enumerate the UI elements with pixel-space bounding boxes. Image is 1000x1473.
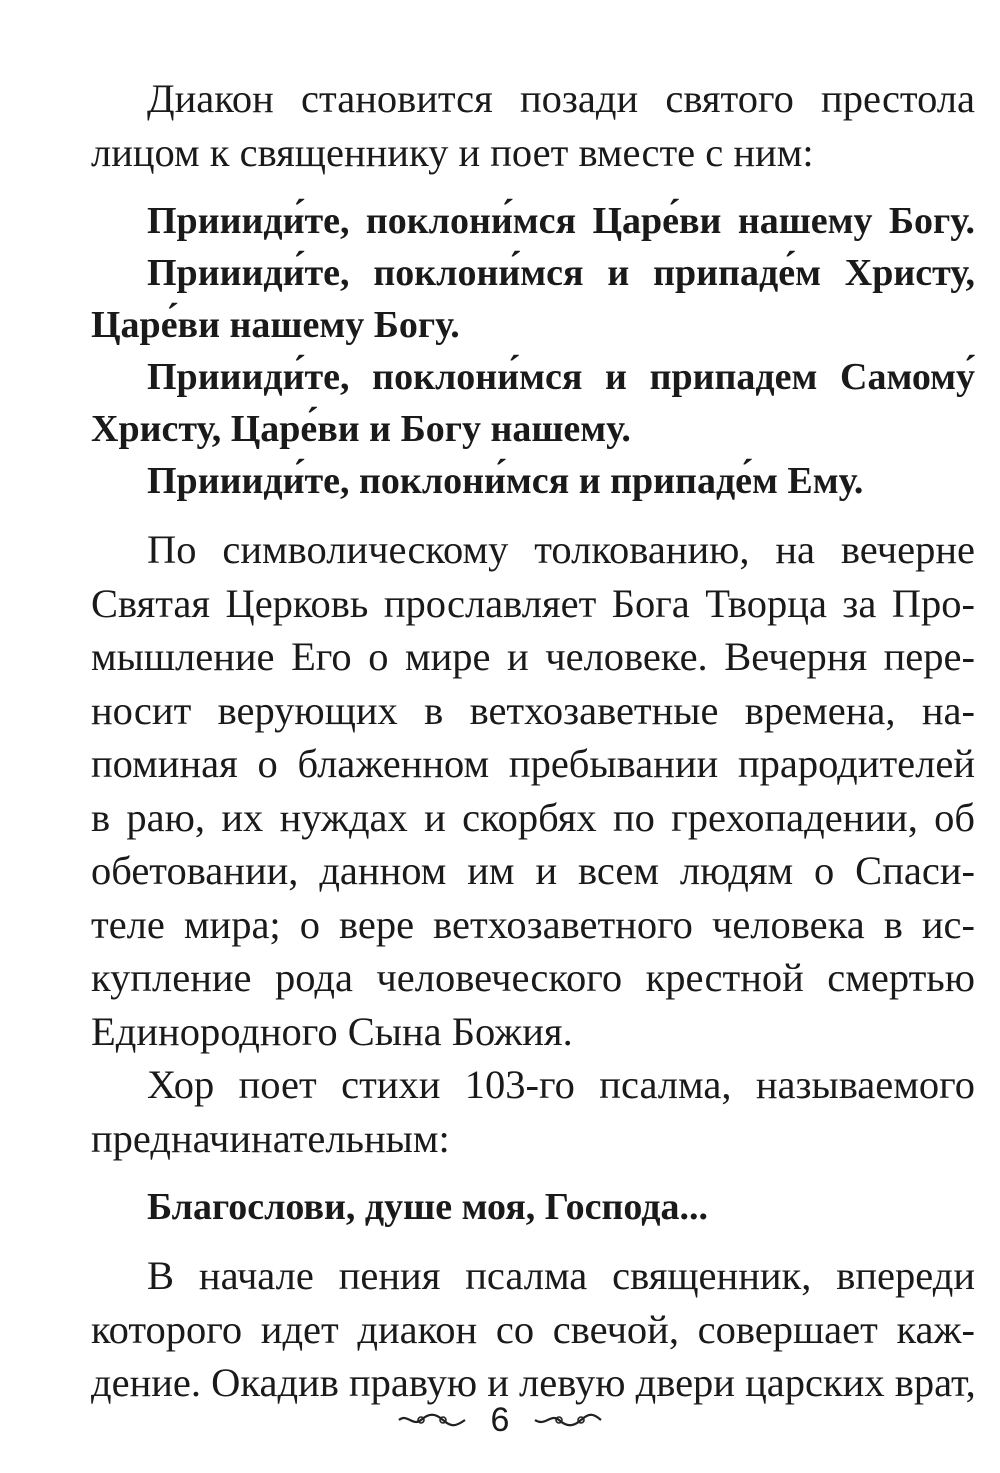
text-line: теле мира; о вере ветхозаветного человека в ис- bbox=[91, 901, 975, 947]
text-line: Христу, Царе́ви и Богу нашему. bbox=[91, 408, 631, 450]
page-number: 6 bbox=[490, 1401, 510, 1440]
page-footer bbox=[0, 1398, 1000, 1440]
page-body bbox=[35, 72, 975, 1410]
text-line: которого идет диакон со свечой, совершает каж- bbox=[91, 1306, 975, 1352]
text-line: мышление Его о мире и человеке. Вечерня пере- bbox=[91, 634, 975, 679]
text-line: поминая о блаженном пребывании прародителей bbox=[91, 741, 975, 786]
paragraph-symbolic-interpretation bbox=[35, 523, 975, 1058]
text-line: Хор поет стихи 103-го псалма, называемого bbox=[147, 1062, 975, 1107]
text-line: предначинательным: bbox=[91, 1115, 450, 1161]
hymn-line-2 bbox=[35, 247, 975, 351]
psalm-incipit bbox=[35, 1181, 975, 1233]
text-line: Святая Церковь прославляет Бога Творца за Про- bbox=[91, 580, 975, 626]
ornament-left-icon bbox=[397, 1411, 467, 1429]
paragraph-censing bbox=[35, 1249, 975, 1410]
text-line: Приииди́те, поклони́мся Царе́ви нашему Богу. bbox=[147, 200, 975, 242]
text-line: дение. Окадив правую и левую двери царских врат, bbox=[91, 1360, 976, 1405]
paragraph-choir-psalm bbox=[35, 1058, 975, 1165]
hymn-line-1 bbox=[35, 195, 975, 247]
text-line: Диакон становится позади святого престола bbox=[147, 76, 975, 121]
text-line: По символическому толкованию, на вечерне bbox=[147, 527, 975, 572]
ornament-right-icon bbox=[533, 1411, 603, 1429]
text-line: Приииди́те, поклони́мся и припаде́м Ему. bbox=[147, 460, 864, 502]
text-line: купление рода человеческого крестной смертью bbox=[91, 955, 975, 1000]
text-line: Благослови, душе моя, Господа... bbox=[147, 1186, 709, 1228]
hymn-line-3 bbox=[35, 351, 975, 455]
text-line: Приииди́те, поклони́мся и припаде́м Христу, bbox=[147, 252, 975, 294]
text-line: обетовании, данном им и всем людям о Спаси- bbox=[91, 848, 975, 893]
hymn-line-4 bbox=[35, 455, 975, 507]
text-line: лицом к священнику и поет вместе с ним: bbox=[91, 129, 814, 175]
text-line: В начале пения псалма священник, впереди bbox=[147, 1253, 975, 1298]
text-line: Царе́ви нашему Богу. bbox=[91, 304, 460, 346]
text-line: Приииди́те, поклони́мся и припадем Самому́ bbox=[147, 356, 975, 398]
text-line: носит верующих в ветхозаветные времена, на- bbox=[91, 687, 975, 733]
paragraph-deacon-intro bbox=[35, 72, 975, 179]
text-line: в раю, их нуждах и скорбях по грехопадении, об bbox=[91, 794, 975, 840]
text-line: Единородного Сына Божия. bbox=[91, 1008, 573, 1054]
